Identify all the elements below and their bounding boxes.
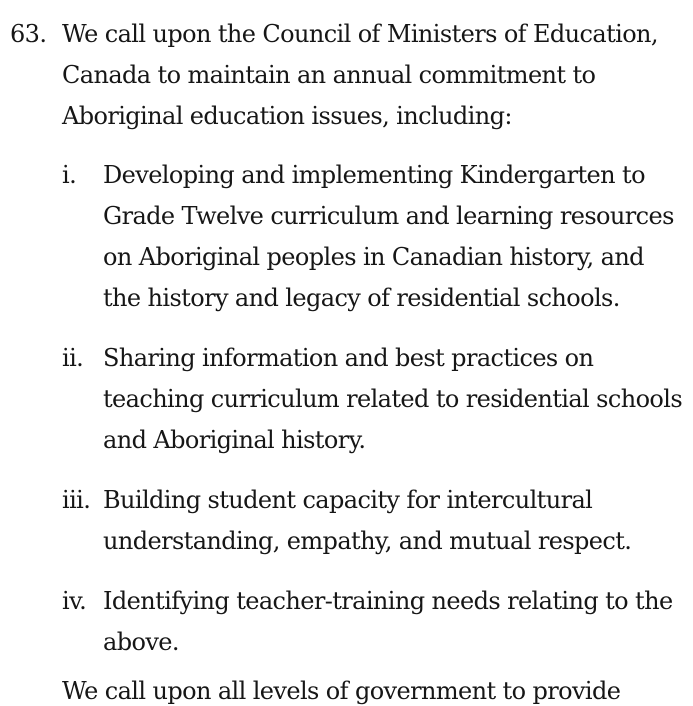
sub-item-text: Developing and implementing Kindergarten to Grade Twelve curriculum and learning resources on Aboriginal peoples in Canadian history, and the history and legacy of residential schools. [103, 161, 674, 312]
sub-item-numeral: ii. [62, 344, 84, 372]
next-paragraph-cut-off: We call upon all levels of government to provide [62, 677, 621, 705]
sub-item-text: Building student capacity for intercultural understanding, empathy, and mutual respect. [103, 486, 632, 555]
sub-item-numeral: iii. [62, 486, 91, 514]
sub-item-numeral: iv. [62, 587, 87, 615]
recommendation-text: We call upon the Council of Ministers of Education, Canada to maintain an annual commitment to Aboriginal education issues, including: [62, 20, 658, 130]
sub-item-text: Identifying teacher-training needs relating to the above. [103, 587, 673, 656]
recommendation-number: 63. [10, 20, 47, 48]
sub-item-text: Sharing information and best practices on teaching curriculum related to residential schools and Aboriginal history. [103, 344, 683, 454]
sub-item-numeral: i. [62, 161, 77, 189]
